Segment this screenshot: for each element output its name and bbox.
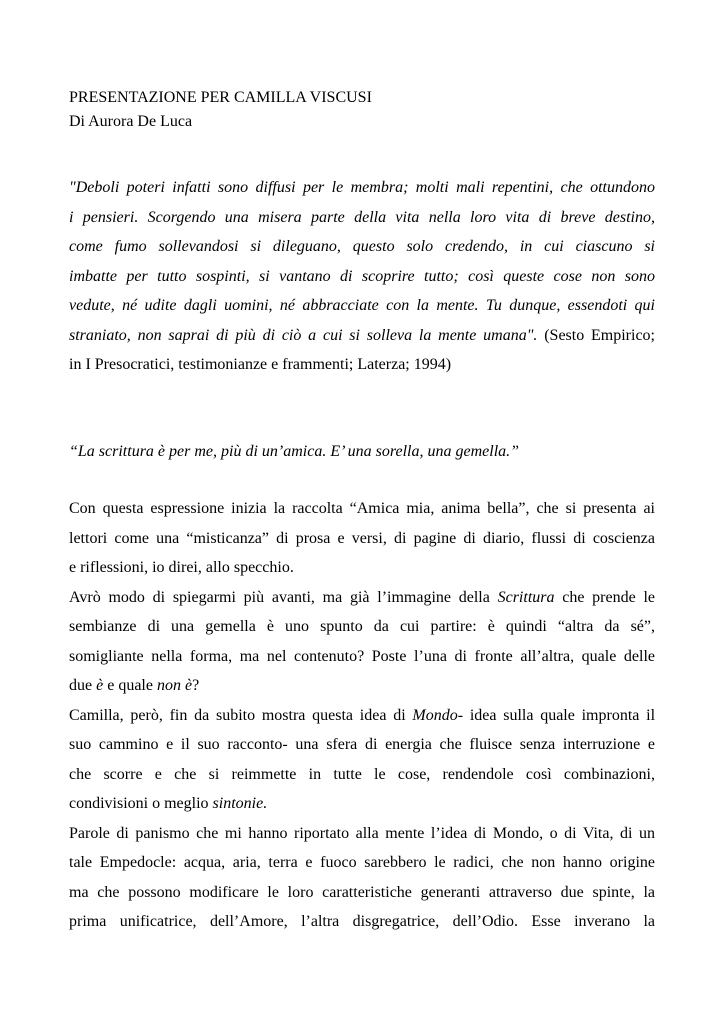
body-line: sembianze di una gemella è uno spunto da cui partire: è quindi “altra da sé”, (69, 618, 655, 635)
body-line: condivisioni o meglio sintonie. (69, 795, 268, 812)
body-line: tale Empedocle: acqua, aria, terra e fuoco sarebbero le radici, che non hanno origine (69, 854, 655, 871)
epigraph-line (69, 232, 655, 262)
epigraph-line (69, 291, 655, 321)
body-line: prima unificatrice, dell’Amore, l’altra disgregatrice, dell’Odio. Esse inverano la (69, 913, 655, 930)
body-line: Con questa espressione inizia la raccolta “Amica mia, anima bella”, che si presenta ai (69, 500, 655, 517)
epigraph-line (69, 173, 655, 203)
epigraph-line (69, 262, 655, 292)
body-line: e riflessioni, io direi, allo specchio. (69, 559, 294, 576)
body-line: che scorre e che si reimmette in tutte le cose, rendendole così combinazioni, (69, 765, 655, 783)
epigraph-citation: in I Presocratici, testimonianze e frammenti; Laterza; 1994) (69, 356, 452, 373)
body-line: Parole di panismo che mi hanno riportato alla mente l’idea di Mondo, o di Vita, di un (69, 824, 655, 842)
epigraph-text: straniato, non saprai di più di ciò a cui si solleva la mente umana". (69, 326, 538, 344)
document-author: Di Aurora De Luca (69, 113, 193, 130)
quote-text: “La scrittura è per me, più di un’amica. E’ una sorella, una gemella.” (69, 443, 520, 460)
body-line: Camilla, però, fin da subito mostra questa idea di Mondo- idea sulla quale impronta il (69, 706, 655, 724)
epigraph-text: imbatte per tutto sospinti, si vantano di scoprire tutto; così queste cose non sono (69, 267, 655, 285)
body-line: ma che possono modificare le loro caratteristiche generanti attraverso due spinte, la (69, 883, 655, 901)
body-line: lettori come una “misticanza” di prosa e versi, di pagine di diario, flussi di coscienza (69, 529, 655, 547)
epigraph-text: vedute, né udite dagli uomini, né abbracciate con la mente. Tu dunque, essendoti qui (69, 297, 655, 314)
body-line: somigliante nella forma, ma nel contenuto? Poste l’una di fronte all’altra, quale delle (69, 647, 655, 665)
epigraph-line (69, 350, 655, 380)
epigraph-citation: (Sesto Empirico; (537, 326, 655, 344)
epigraph-text: come fumo sollevandosi si dileguano, questo solo credendo, in cui ciascuno si (69, 238, 655, 255)
epigraph-line (69, 321, 655, 351)
epigraph-text: "Deboli poteri infatti sono diffusi per le membra; molti mali repentini, che ottundono (69, 179, 655, 196)
body-line: due è e quale non è? (69, 677, 200, 694)
epigraph-text: i pensieri. Scorgendo una misera parte della vita nella loro vita di breve destino, (69, 208, 655, 226)
body-line: suo cammino e il suo racconto- una sfera di energia che fluisce senza interruzione e (69, 736, 655, 753)
epigraph (69, 173, 655, 380)
body-line: Avrò modo di spiegarmi più avanti, ma già l’immagine della Scrittura che prende le (69, 588, 655, 606)
epigraph-line (69, 203, 655, 233)
document-title: PRESENTAZIONE PER CAMILLA VISCUSI (69, 89, 372, 106)
document-header (69, 86, 655, 134)
body-text (69, 494, 655, 937)
opening-quote (69, 437, 655, 467)
